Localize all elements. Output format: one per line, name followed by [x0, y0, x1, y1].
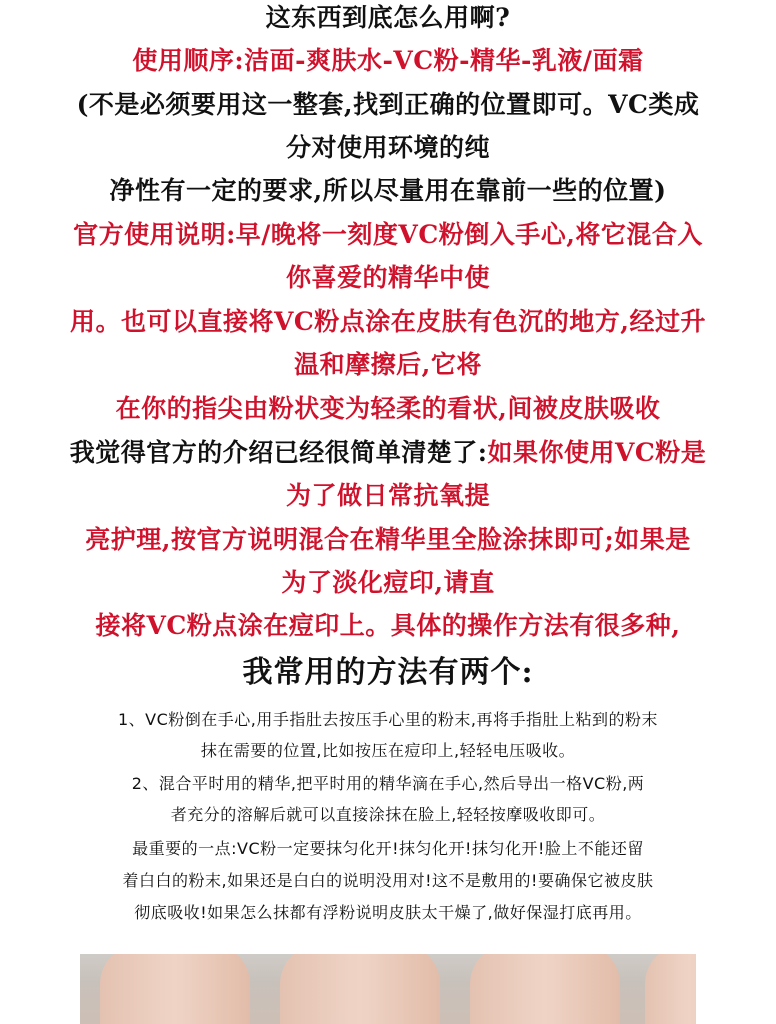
official-instructions-line: 在你的指尖由粉状变为轻柔的看状,间被皮肤吸收: [115, 394, 661, 423]
note-line: 净性有一定的要求,所以尽量用在靠前一些的位置): [109, 176, 667, 205]
method-line: 着白白的粉末,如果还是白白的说明没用对!这不是敷用的!要确保它被皮肤: [122, 871, 654, 890]
official-instructions-line: 温和摩擦后,它将: [294, 350, 482, 379]
method-line: 2、混合平时用的精华,把平时用的精华滴在手心,然后导出一格VC粉,两: [131, 774, 645, 793]
methods-heading: 我常用的方法有两个:: [242, 655, 534, 690]
hand-photo: [80, 954, 696, 1024]
opinion-line: [0, 437, 776, 469]
usage-order: 使用顺序:洁面-爽肤水-VC粉-精华-乳液/面霜: [132, 46, 644, 75]
official-instructions-line: 你喜爱的精华中使: [285, 263, 490, 292]
official-instructions-line: 官方使用说明:早/晚将一刻度VC粉倒入手心,将它混合入: [73, 220, 703, 249]
opinion-highlight: 如果你使用VC粉是: [487, 438, 707, 467]
page-title: 这东西到底怎么用啊?: [265, 3, 511, 32]
finger-shape: [280, 954, 440, 1024]
note-line: 分对使用环境的纯: [285, 133, 490, 162]
method-line: 彻底吸收!如果怎么抹都有浮粉说明皮肤太干燥了,做好保湿打底再用。: [134, 903, 642, 922]
official-instructions-line: 用。也可以直接将VC粉点涂在皮肤有色沉的地方,经过升: [69, 307, 706, 336]
finger-shape: [100, 954, 250, 1024]
finger-shape: [470, 954, 620, 1024]
finger-shape: [645, 954, 696, 1024]
note-line: (不是必须要用这一整套,找到正确的位置即可。VC类成: [76, 90, 700, 119]
opinion-line: 为了淡化痘印,请直: [281, 568, 495, 597]
opinion-line: 接将VC粉点涂在痘印上。具体的操作方法有很多种,: [95, 611, 681, 640]
method-line: 抹在需要的位置,比如按压在痘印上,轻轻电压吸收。: [200, 741, 576, 760]
method-line: 1、VC粉倒在手心,用手指肚去按压手心里的粉末,再将手指肚上粘到的粉末: [118, 710, 658, 729]
opinion-line: 亮护理,按官方说明混合在精华里全脸涂抹即可;如果是: [85, 525, 691, 554]
opinion-text: 我觉得官方的介绍已经很简单清楚了:: [69, 438, 488, 467]
opinion-line: 为了做日常抗氧提: [285, 481, 490, 510]
method-line: 者充分的溶解后就可以直接涂抹在脸上,轻轻按摩吸收即可。: [170, 805, 606, 824]
method-line: 最重要的一点:VC粉一定要抹匀化开!抹匀化开!抹匀化开!脸上不能还留: [132, 839, 644, 858]
